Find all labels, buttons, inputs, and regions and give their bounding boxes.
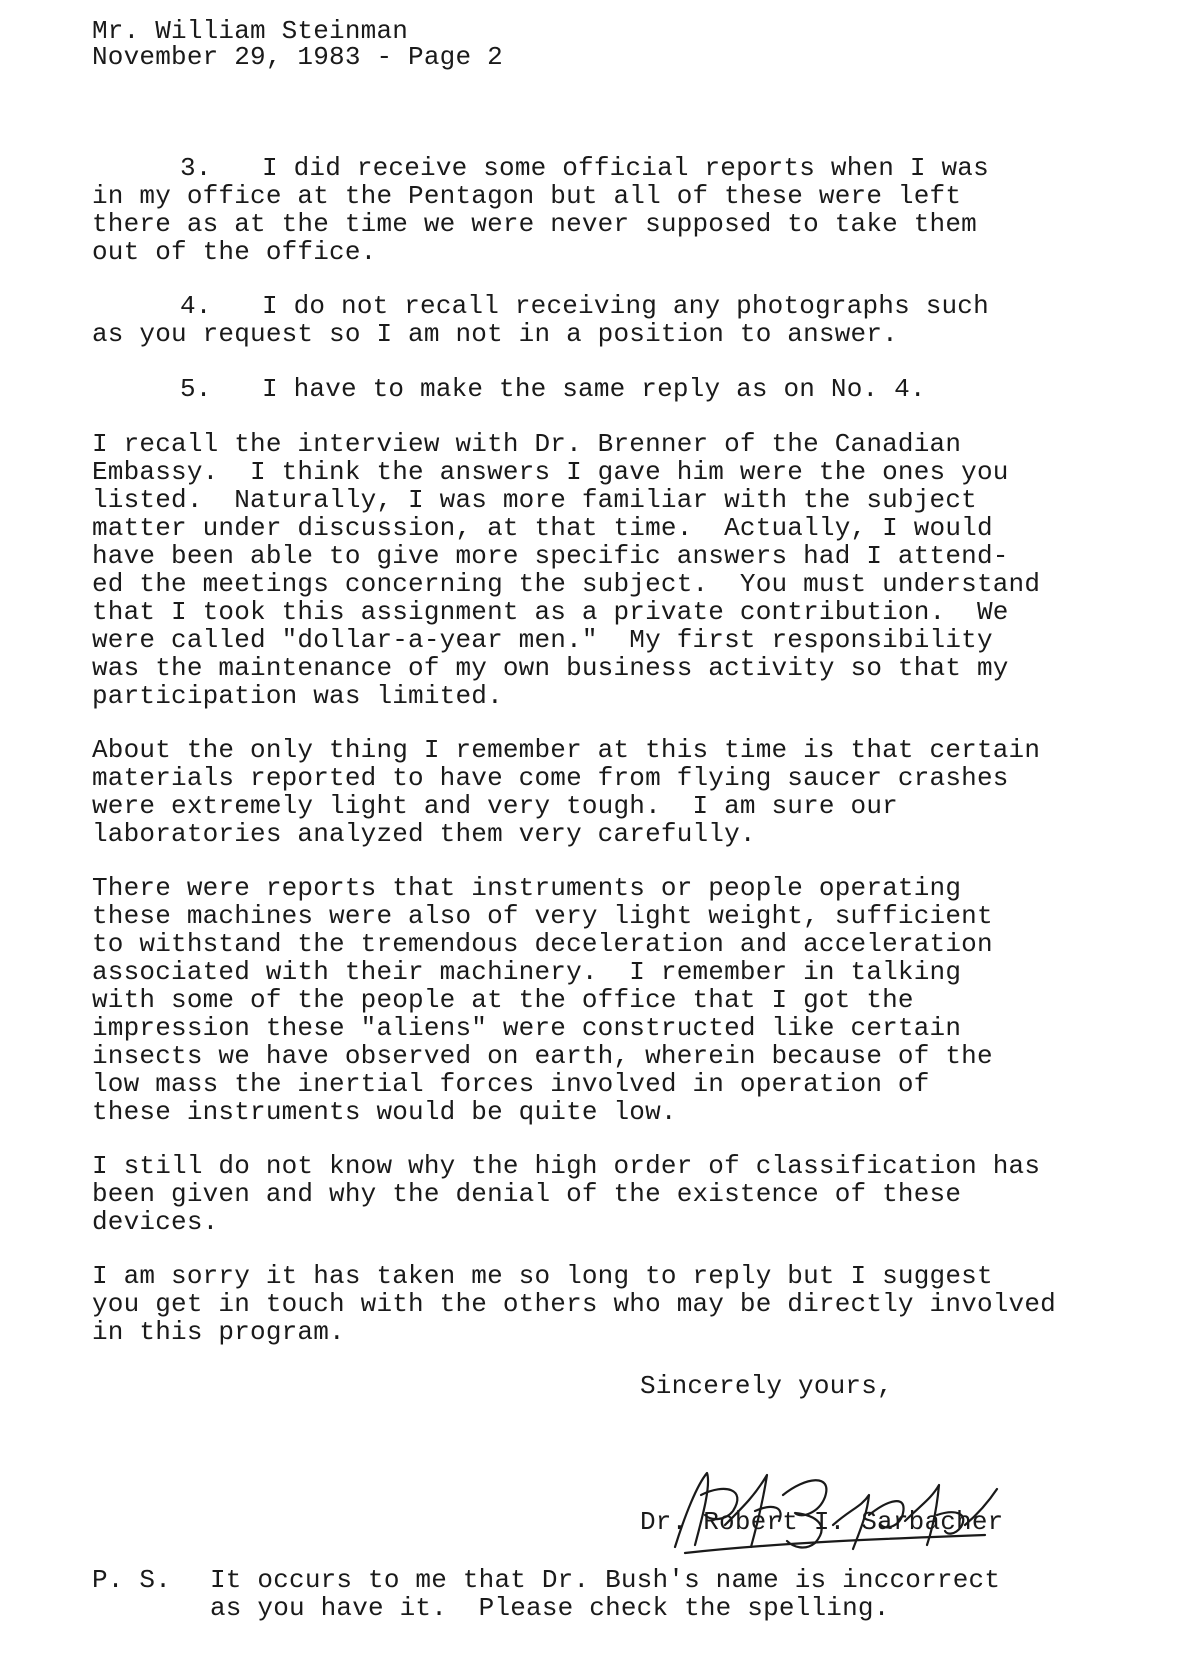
paragraph-line: low mass the inertial forces involved in operation of	[92, 1069, 930, 1099]
paragraph-line: these machines were also of very light weight, sufficient	[92, 901, 993, 931]
paragraph-line: these instruments would be quite low.	[92, 1097, 677, 1127]
paragraph-line: I recall the interview with Dr. Brenner of the Canadian	[92, 429, 962, 459]
recipient-line: Mr. William Steinman	[92, 16, 409, 46]
item-number: 5.	[180, 374, 212, 404]
item-line: out of the office.	[92, 237, 377, 267]
closing-salutation: Sincerely yours,	[640, 1371, 893, 1401]
item-line: in my office at the Pentagon but all of these were left	[92, 181, 962, 211]
postscript-line: as you have it. Please check the spelling.	[210, 1593, 890, 1623]
paragraph-line: with some of the people at the office that I got the	[92, 985, 914, 1015]
paragraph-line: participation was limited.	[92, 681, 503, 711]
item-line: there as at the time we were never supposed to take them	[92, 209, 977, 239]
paragraph-line: I still do not know why the high order of classification has	[92, 1151, 1041, 1181]
paragraph-line: was the maintenance of my own business activity so that my	[92, 653, 1009, 683]
item-line: I do not recall receiving any photographs such	[262, 291, 989, 321]
paragraph-line: listed. Naturally, I was more familiar with the subject	[92, 485, 977, 515]
paragraph-line: been given and why the denial of the existence of these	[92, 1179, 962, 1209]
item-line: as you request so I am not in a position to answer.	[92, 319, 898, 349]
paragraph-line: to withstand the tremendous deceleration and acceleration	[92, 929, 993, 959]
paragraph-line: ed the meetings concerning the subject. You must understand	[92, 569, 1041, 599]
postscript-label: P. S.	[92, 1565, 172, 1595]
paragraph-line: There were reports that instruments or people operating	[92, 873, 962, 903]
paragraph-line: Embassy. I think the answers I gave him were the ones you	[92, 457, 1009, 487]
paragraph-line: materials reported to have come from flying saucer crashes	[92, 763, 1009, 793]
signer-name: Dr. Robert I. Sarbacher	[640, 1507, 1004, 1537]
item-number: 3.	[180, 153, 212, 183]
item-line: I did receive some official reports when I was	[262, 153, 989, 183]
paragraph-line: associated with their machinery. I remember in talking	[92, 957, 962, 987]
paragraph-line: were extremely light and very tough. I am sure our	[92, 791, 898, 821]
paragraph-line: devices.	[92, 1207, 219, 1237]
paragraph-line: insects we have observed on earth, wherein because of the	[92, 1041, 993, 1071]
paragraph-line: impression these "aliens" were constructed like certain	[92, 1013, 962, 1043]
paragraph-line: laboratories analyzed them very carefully.	[92, 819, 756, 849]
item-number: 4.	[180, 291, 212, 321]
paragraph-line: I am sorry it has taken me so long to reply but I suggest	[92, 1261, 993, 1291]
paragraph-line: you get in touch with the others who may be directly involved	[92, 1289, 1056, 1319]
paragraph-line: matter under discussion, at that time. Actually, I would	[92, 513, 993, 543]
paragraph-line: have been able to give more specific answers had I attend-	[92, 541, 1009, 571]
date-page-line: November 29, 1983 - Page 2	[92, 42, 503, 72]
item-line: I have to make the same reply as on No. 4.	[262, 374, 926, 404]
paragraph-line: About the only thing I remember at this time is that certain	[92, 735, 1041, 765]
paragraph-line: in this program.	[92, 1317, 345, 1347]
postscript-line: It occurs to me that Dr. Bush's name is inccorrect	[210, 1565, 1001, 1595]
paragraph-line: were called "dollar-a-year men." My first responsibility	[92, 625, 993, 655]
paragraph-line: that I took this assignment as a private contribution. We	[92, 597, 1009, 627]
